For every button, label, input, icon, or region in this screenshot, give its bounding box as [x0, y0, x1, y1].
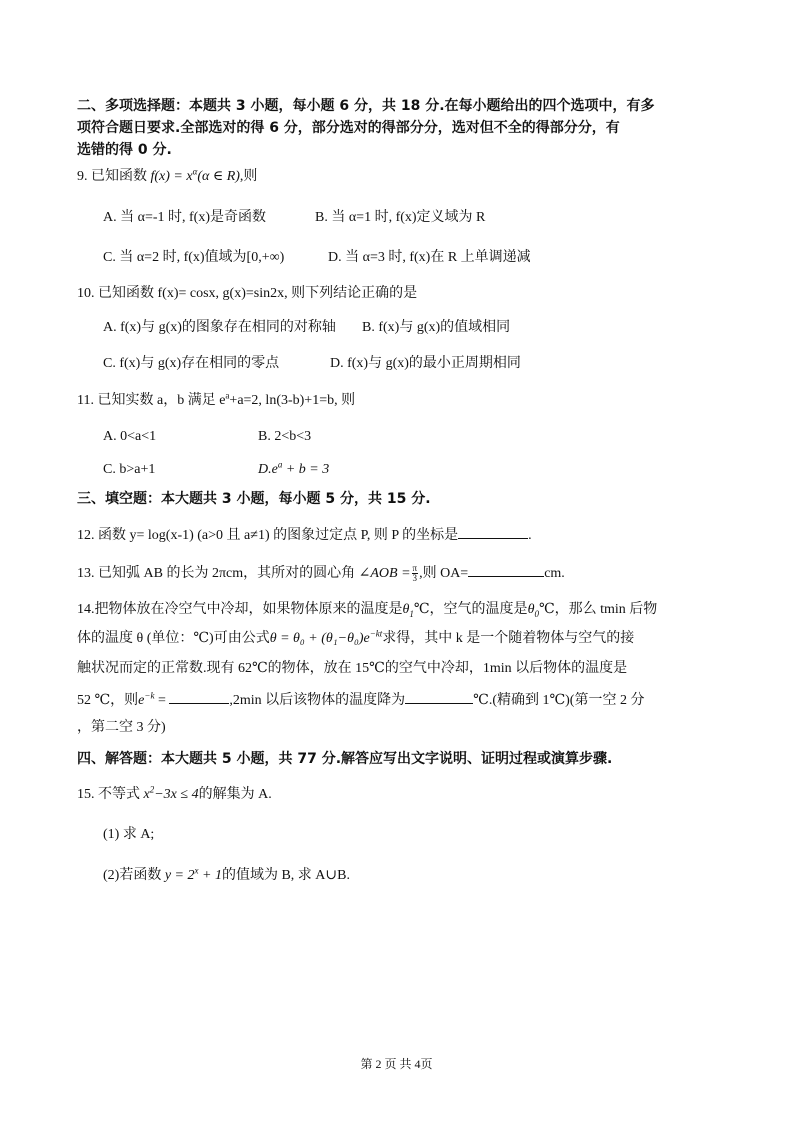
section2-line3: 选错的得 0 分.: [77, 142, 172, 158]
q14-line4-b: ,2min 以后该物体的温度降为: [229, 693, 406, 708]
q11-option-c: C. b>a+1: [103, 462, 156, 477]
q14-theta1-sub: 1: [409, 608, 414, 619]
q15-stem-a: 15. 不等式: [77, 787, 140, 802]
q15-part2-a: (2)若函数: [103, 868, 162, 883]
q9-formula-base: f(x) = x: [150, 169, 193, 184]
q9-stem-prefix: 9. 已知函数: [77, 169, 147, 184]
q14-line4-a: 52 ℃，则: [77, 693, 139, 708]
q11-stem-b: +a=2, ln(3-b)+1=b, 则: [229, 393, 356, 408]
q12-answer-blank[interactable]: [458, 524, 528, 539]
q14-line1-b: ℃，空气的温度是: [413, 602, 528, 617]
section2-line2: 项符合题日要求.全部选对的得 6 分，部分选对的得部分分，选对但不全的得部分分，有: [77, 120, 620, 136]
section4-title: 四、解答题：本大题共 5 小题，共 77 分.解答应写出文字说明、证明过程或演算步骤.: [77, 751, 613, 767]
q11-option-a: A. 0<a<1: [103, 429, 157, 444]
q13-text-b: ,则 OA=: [419, 566, 469, 581]
q14-theta1: [403, 602, 414, 617]
q14-line1-a: 14.把物体放在冷空气中冷却，如果物体原来的温度是: [77, 602, 403, 617]
q9-option-d: D. 当 α=3 时, f(x)在 R 上单调递减: [328, 250, 531, 265]
q15-formula-base: x: [143, 787, 150, 802]
q15-part2: [103, 866, 350, 886]
q14-line2: [77, 629, 634, 649]
q9-option-a: A. 当 α=-1 时, f(x)是奇函数: [103, 210, 266, 225]
q11-stem: [77, 391, 355, 411]
q14-formula-exp: −kt: [369, 628, 383, 639]
q11-stem-a: 11. 已知实数 a，b 满足 e: [77, 393, 226, 408]
q14-equals: =: [154, 693, 170, 708]
q14-line5: ，第二空 3 分): [77, 720, 166, 735]
q14-e-minus-k: [138, 690, 155, 708]
q15-stem: [77, 785, 272, 805]
q13-text-c: cm.: [544, 566, 565, 581]
q14-answer-blank-2[interactable]: [405, 689, 473, 704]
q14-answer-blank-1[interactable]: [169, 689, 229, 704]
q12-text-b: .: [528, 528, 532, 543]
q11-option-b: B. 2<b<3: [258, 429, 312, 444]
q14-line4: [77, 689, 644, 711]
q13-angle: ∠AOB =: [358, 566, 411, 581]
q15-part2-formula: [164, 865, 222, 883]
q10-option-b: B. f(x)与 g(x)的值域相同: [362, 320, 511, 335]
q11-stem-exp: a: [225, 390, 230, 401]
q14-theta0: [528, 602, 539, 617]
q9-option-c: C. 当 α=2 时, f(x)值域为[0,+∞): [103, 250, 285, 265]
q14-formula: [269, 628, 383, 646]
q12-text-a: 12. 函数 y= log(x-1) (a>0 且 a≠1) 的图象过定点 P, 则 P 的坐标是: [77, 528, 459, 543]
q15-part2-b: 的值域为 B, 求 A∪B.: [221, 868, 350, 883]
q13-fraction-den: 3: [412, 573, 418, 584]
q13-text-a: 13. 已知弧 AB 的长为 2πcm，其所对的圆心角: [77, 566, 356, 581]
q10-option-c: C. f(x)与 g(x)存在相同的零点: [103, 356, 280, 371]
q14-line1-c: ℃，那么 tmin 后物: [538, 602, 658, 617]
q9-formula-exp: α: [192, 166, 198, 177]
q11-option-d: [258, 460, 329, 480]
q11-option-d-prefix: D.e: [258, 462, 278, 477]
q14-line3: 触状况而定的正常数.现有 62℃的物体，放在 15℃的空气中冷却，1min 以后物体的温度是: [77, 661, 628, 676]
q9-formula-cond: (α ∈ R): [197, 169, 240, 184]
page-footer: 第 2 页 共 4页: [360, 1057, 433, 1071]
q9-formula: [150, 166, 240, 184]
q9-option-b: B. 当 α=1 时, f(x)定义域为 R: [315, 210, 486, 225]
q14-line1: [77, 600, 657, 620]
q15-part2-formula-exp: x: [194, 865, 199, 876]
q14-line2-b: 求得，其中 k 是一个随着物体与空气的接: [382, 631, 635, 646]
q14-e-base: e: [138, 693, 145, 708]
q14-line2-a: 体的温度 θ (单位：℃)可由公式: [77, 631, 270, 646]
q15-stem-b: 的解集为 A.: [198, 787, 272, 802]
q15-part2-formula-rest: + 1: [198, 868, 222, 883]
q15-part1: (1) 求 A;: [103, 827, 155, 842]
q10-option-a: A. f(x)与 g(x)的图象存在相同的对称轴: [103, 320, 336, 335]
q13-fraction: [412, 564, 419, 583]
q14-formula-base: θ = θ₀ + (θ₁−θ₀)e: [269, 631, 370, 646]
q9-stem: [77, 167, 257, 187]
q14-line4-c: ℃.(精确到 1℃)(第一空 2 分: [473, 693, 645, 708]
q15-part2-formula-base: y = 2: [164, 868, 195, 883]
q12-text: [77, 524, 532, 546]
section3-title: 三、填空题：本大题共 3 小题，每小题 5 分，共 15 分.: [77, 491, 431, 507]
q9-stem-suffix: ,则: [239, 169, 258, 184]
section2-line1: 二、多项选择题：本题共 3 小题，每小题 6 分，共 18 分.在每小题给出的四个选项中，有多: [77, 98, 655, 114]
q10-option-d: D. f(x)与 g(x)的最小正周期相同: [330, 356, 521, 371]
q15-formula-exp: 2: [149, 784, 155, 795]
q14-e-exp: −k: [144, 690, 155, 701]
q11-option-d-exp: a: [277, 459, 283, 470]
q13-fraction-num: π: [412, 563, 418, 574]
q13-text: [77, 562, 565, 584]
q10-stem: 10. 已知函数 f(x)= cosx, g(x)=sin2x, 则下列结论正确的是: [77, 286, 418, 301]
q15-formula-rest: −3x ≤ 4: [154, 787, 199, 802]
q14-theta0-base: θ: [527, 602, 535, 617]
q11-option-d-suffix: + b = 3: [282, 462, 330, 477]
q14-theta1-base: θ: [402, 602, 410, 617]
q13-answer-blank[interactable]: [468, 562, 544, 577]
q15-formula: [143, 784, 199, 802]
q14-theta0-sub: 0: [534, 608, 539, 619]
